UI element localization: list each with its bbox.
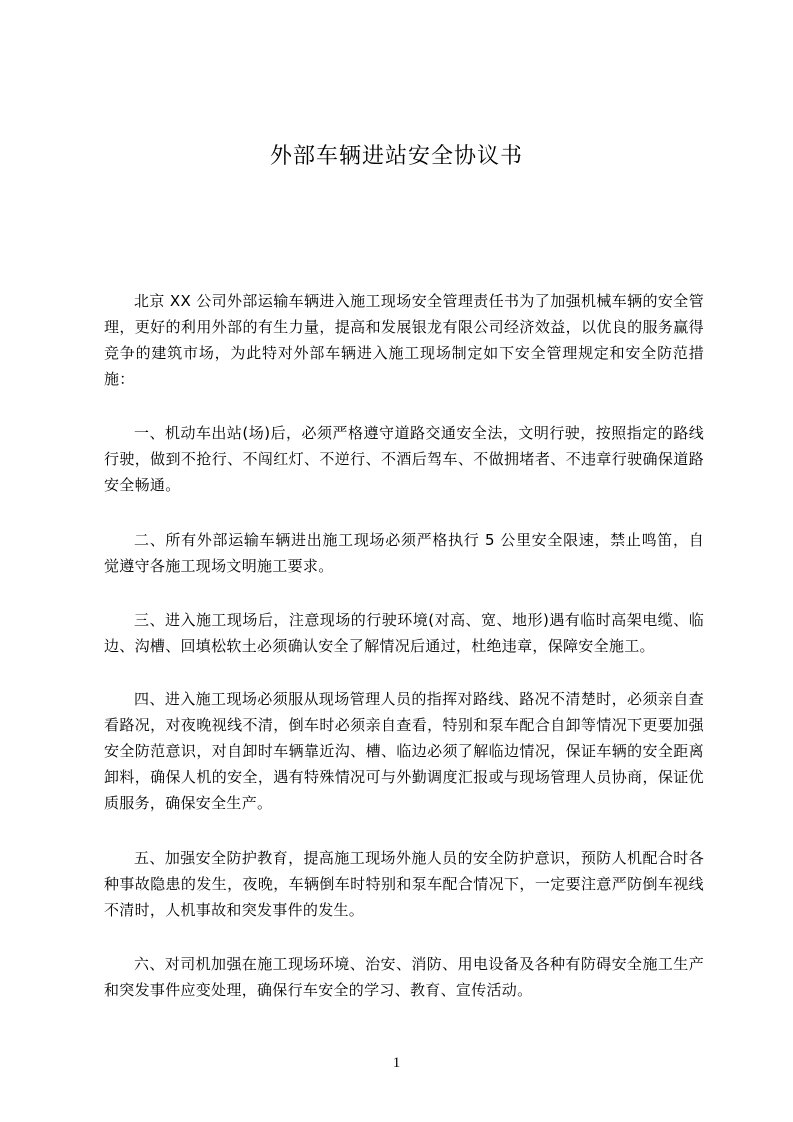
clause-2-paragraph: 二、所有外部运输车辆进出施工现场必须严格执行 5 公里安全限速，禁止鸣笛，自觉遵守各施工现场文明施工要求。	[104, 531, 704, 575]
clause-6-paragraph: 六、对司机加强在施工现场环境、治安、消防、用电设备及各种有防碍安全施工生产和突发事件应变处理，确保行车安全的学习、教育、宣传活动。	[104, 955, 704, 999]
clause-1-paragraph: 一、机动车出站(场)后，必须严格遵守道路交通安全法，文明行驶，按照指定的路线行驶，做到不抢行、不闯红灯、不逆行、不酒后驾车、不做拥堵者、不违章行驶确保道路安全畅通。	[104, 424, 704, 494]
page-number: 1	[392, 1055, 401, 1071]
clause-4-paragraph: 四、进入施工现场必须服从现场管理人员的指挥对路线、路况不清楚时，必须亲自查看路况，对夜晚视线不清，倒车时必须亲自查看，特别和泵车配合自卸等情况下更要加强安全防范意识，对自卸时车辆靠近沟、槽、临边必须了解临边情况，保证车辆的安全距离卸料，确保人机的安全，遇有特殊情况可与外勤调度汇报或与现场管理人员协商，保证优质服务，确保安全生产。	[104, 690, 704, 812]
document-title: 外部车辆进站安全协议书	[269, 144, 523, 169]
clause-3-paragraph: 三、进入施工现场后，注意现场的行驶环境(对高、宽、地形)遇有临时高架电缆、临边、沟槽、回填松软土必须确认安全了解情况后通过，杜绝违章，保障安全施工。	[104, 611, 704, 655]
intro-paragraph: 北京 XX 公司外部运输车辆进入施工现场安全管理责任书为了加强机械车辆的安全管理，更好的利用外部的有生力量，提高和发展银龙有限公司经济效益，以优良的服务赢得竞争的建筑市场，为此特对外部车辆进入施工现场制定如下安全管理规定和安全防范措施：	[104, 292, 704, 388]
clause-5-paragraph: 五、加强安全防护教育，提高施工现场外施人员的安全防护意识，预防人机配合时各种事故隐患的发生，夜晚，车辆倒车时特别和泵车配合情况下，一定要注意严防倒车视线不清时，人机事故和突发事件的发生。	[104, 849, 704, 919]
